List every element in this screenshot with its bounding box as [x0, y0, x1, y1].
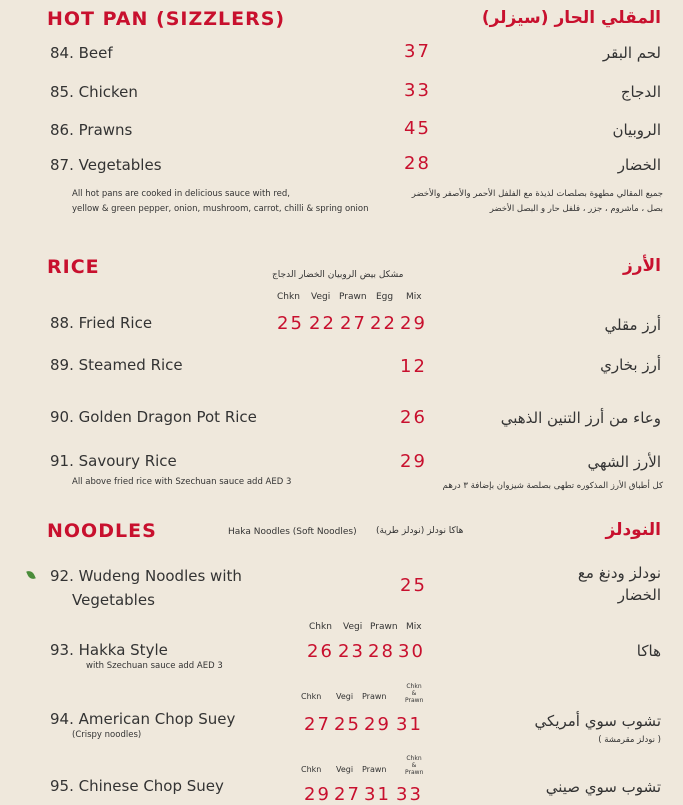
chopsuey-am-header-vegi: Vegi — [336, 692, 354, 701]
menu-item-94-sub: (Crispy noodles) — [72, 730, 142, 740]
rice-header-mix: Mix — [406, 292, 422, 302]
price-90: 26 — [400, 407, 427, 428]
menu-item-84-ar: لحم البقر — [602, 44, 661, 62]
price-85: 33 — [404, 80, 431, 101]
hot-pan-note-ar-1: جميع المقالي مطهوة بصلصات لذيذة مع الفلفل الأحمر والأصفر والأخضر — [411, 189, 663, 199]
noodles-title-ar: النودلز — [605, 520, 661, 540]
menu-item-92-line2: Vegetables — [72, 591, 155, 609]
rice-header-prawn: Prawn — [339, 292, 367, 302]
price-93-chkn: 26 — [307, 641, 334, 662]
chopsuey-am-header-prawn: Prawn — [362, 692, 387, 701]
vegetarian-leaf-icon — [26, 569, 36, 581]
menu-item-93-ar: هاكا — [636, 642, 661, 660]
menu-item-94-ar: تشوب سوي أمريكي — [534, 712, 661, 730]
price-93-vegi: 23 — [338, 641, 365, 662]
menu-item-90: 90. Golden Dragon Pot Rice — [50, 408, 257, 426]
price-95-vegi: 27 — [334, 784, 361, 805]
price-94-prawn: 29 — [364, 714, 391, 735]
menu-item-94-ar-sub: ( نودلز مقرمشة ) — [598, 735, 661, 745]
rice-header-ar: مشكل بيض الروبيان الخضار الدجاج — [272, 270, 404, 280]
price-88-egg: 22 — [370, 313, 397, 334]
price-91: 29 — [400, 451, 427, 472]
chopsuey-am-header-chkn: Chkn — [301, 692, 322, 701]
noodles-subtitle-ar: هاكا نودلز (نودلز طرية) — [376, 526, 464, 536]
rice-header-chkn: Chkn — [277, 292, 300, 302]
rice-header-vegi: Vegi — [311, 292, 331, 302]
price-89: 12 — [400, 356, 427, 377]
hot-pan-title-ar: المقلي الحار (سيزلر) — [481, 8, 661, 28]
menu-item-85-ar: الدجاج — [620, 83, 661, 101]
rice-header-egg: Egg — [376, 292, 394, 302]
chopsuey-cn-header-prawn: Prawn — [362, 765, 387, 774]
menu-item-86-ar: الروبيان — [612, 121, 661, 139]
hakka-header-mix: Mix — [406, 622, 422, 632]
price-92: 25 — [400, 575, 427, 596]
menu-item-85: 85. Chicken — [50, 83, 138, 101]
price-95-prawn: 31 — [364, 784, 391, 805]
rice-note: All above fried rice with Szechuan sauce add AED 3 — [72, 477, 292, 487]
rice-title-ar: الأرز — [622, 256, 661, 276]
menu-item-92-ar-line2: الخضار — [617, 586, 661, 604]
menu-item-95: 95. Chinese Chop Suey — [50, 777, 224, 795]
price-94-vegi: 25 — [334, 714, 361, 735]
menu-item-89-ar: أرز بخاري — [600, 356, 661, 374]
price-95-combo: 33 — [396, 784, 423, 805]
menu-item-87-ar: الخضار — [617, 156, 661, 174]
price-88-vegi: 22 — [309, 313, 336, 334]
price-88-mix: 29 — [400, 313, 427, 334]
hot-pan-title: HOT PAN (SIZZLERS) — [47, 8, 286, 30]
menu-item-92-line1: 92. Wudeng Noodles with — [50, 567, 242, 585]
price-84: 37 — [404, 41, 431, 62]
price-94-chkn: 27 — [304, 714, 331, 735]
price-93-prawn: 28 — [368, 641, 395, 662]
menu-item-91: 91. Savoury Rice — [50, 452, 177, 470]
menu-item-92-ar-line1: نودلز ودنغ مع — [577, 564, 661, 582]
price-86: 45 — [404, 118, 431, 139]
hakka-header-vegi: Vegi — [343, 622, 363, 632]
price-93-mix: 30 — [398, 641, 425, 662]
chopsuey-cn-header-combo: Chkn & Prawn — [405, 755, 424, 776]
rice-title: RICE — [47, 256, 100, 278]
chopsuey-cn-header-vegi: Vegi — [336, 765, 354, 774]
menu-item-93: 93. Hakka Style — [50, 641, 168, 659]
rice-note-ar: كل أطباق الأرز المذكوره تطهى بصلصة شيزوان بإضافة ٣ درهم — [442, 481, 663, 491]
price-88-prawn: 27 — [340, 313, 367, 334]
hot-pan-note-1: All hot pans are cooked in delicious sauce with red, — [72, 189, 291, 199]
price-88-chkn: 25 — [277, 313, 304, 334]
hakka-header-prawn: Prawn — [370, 622, 398, 632]
menu-item-89: 89. Steamed Rice — [50, 356, 183, 374]
chopsuey-cn-header-chkn: Chkn — [301, 765, 322, 774]
menu-item-90-ar: وعاء من أرز التنين الذهبي — [500, 409, 661, 427]
hakka-header-chkn: Chkn — [309, 622, 332, 632]
menu-item-91-ar: الأرز الشهي — [587, 453, 661, 471]
menu-item-84: 84. Beef — [50, 44, 113, 62]
menu-item-88-ar: أرز مقلي — [604, 316, 661, 334]
menu-item-94: 94. American Chop Suey — [50, 710, 236, 728]
menu-item-95-ar: تشوب سوي صيني — [545, 778, 661, 796]
noodles-subtitle: Haka Noodles (Soft Noodles) — [228, 527, 357, 537]
price-87: 28 — [404, 153, 431, 174]
hot-pan-note-ar-2: بصل ، ماشروم ، جزر ، فلفل حار و البصل الأخضر — [489, 204, 663, 214]
chopsuey-am-header-combo: Chkn & Prawn — [405, 683, 424, 704]
menu-item-93-sub: with Szechuan sauce add AED 3 — [86, 661, 223, 671]
price-95-chkn: 29 — [304, 784, 331, 805]
menu-item-87: 87. Vegetables — [50, 156, 162, 174]
noodles-title: NOODLES — [47, 520, 157, 542]
menu-item-86: 86. Prawns — [50, 121, 133, 139]
price-94-combo: 31 — [396, 714, 423, 735]
hot-pan-note-2: yellow & green pepper, onion, mushroom, carrot, chilli & spring onion — [72, 204, 369, 214]
menu-item-88: 88. Fried Rice — [50, 314, 153, 332]
